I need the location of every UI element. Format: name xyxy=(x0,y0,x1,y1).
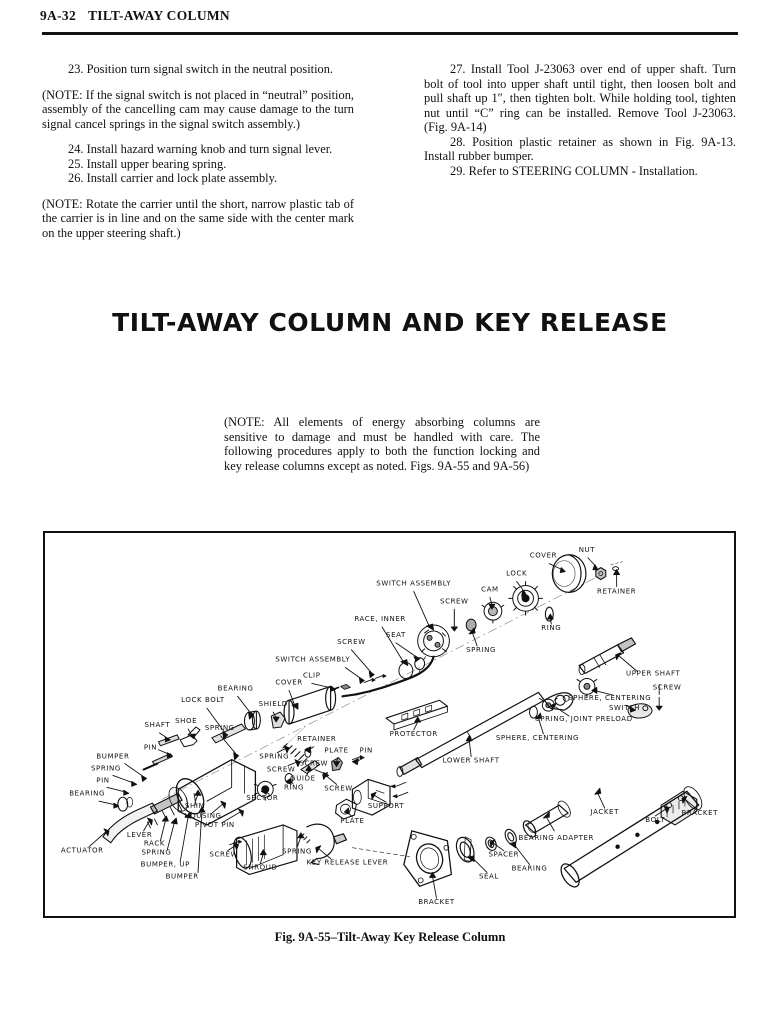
diagram-callout: RACK xyxy=(143,838,166,848)
diagram-callout: NUT xyxy=(578,544,596,554)
note-1: (NOTE: If the signal switch is not placed in “neutral” position, assembly of the cancelling cam may cause damage to the turn signal cancel springs in the signal switch assembly.) xyxy=(42,87,354,131)
diagram-callout: SEAT xyxy=(386,629,406,639)
diagram-callout: BUMPER, UP xyxy=(140,859,190,869)
diagram-callout: SCREW xyxy=(324,783,353,793)
diagram-callout: RETAINER xyxy=(597,586,637,596)
spacer xyxy=(42,186,354,197)
running-head-title: TILT-AWAY COLUMN xyxy=(88,8,230,23)
step-28: 28. Position plastic retainer as shown in Fig. 9A-13. Install rubber bumper. xyxy=(424,134,736,163)
diagram-callout: SWITCH xyxy=(609,703,641,713)
diagram-callout: COVER xyxy=(529,550,558,560)
diagram-callout: SWITCH ASSEMBLY xyxy=(376,578,452,588)
diagram-callout: PIN xyxy=(143,742,158,752)
callout-labels xyxy=(61,545,718,906)
diagram-callout: ACTUATOR xyxy=(60,845,104,855)
diagram-callout: SPRING xyxy=(141,847,172,857)
diagram-callout: PLATE xyxy=(340,815,365,825)
diagram-callout: RING xyxy=(541,622,562,632)
page-folio: 9A-32 xyxy=(40,8,76,23)
diagram-callout: SCREW xyxy=(440,596,469,606)
section-heading: TILT-AWAY COLUMN AND KEY RELEASE xyxy=(112,308,668,337)
diagram-callout: KEY RELEASE LEVER xyxy=(306,857,389,867)
diagram-callout: SCREW xyxy=(299,758,329,768)
diagram-callout: PROTECTOR xyxy=(389,728,438,738)
diagram-callout: LOCK xyxy=(506,568,528,578)
diagram-callout: SUPPORT xyxy=(367,801,405,811)
diagram-callout: JACKET xyxy=(590,807,619,817)
diagram-callout: BEARING xyxy=(511,863,548,873)
diagram-callout: SPRING xyxy=(466,644,496,654)
diagram-callout: COVER xyxy=(275,677,303,687)
diagram-callout: SPACER xyxy=(488,849,520,859)
diagram-callout: SPHERE, CENTERING xyxy=(568,693,652,703)
diagram-callout: SCREW xyxy=(652,682,682,692)
diagram-callout: SECTOR xyxy=(246,793,279,803)
diagram-callout: BUMPER xyxy=(96,751,130,761)
right-text-column xyxy=(424,62,736,178)
step-29: 29. Refer to STEERING COLUMN - Installation. xyxy=(450,163,698,178)
diagram-callout: UPPER SHAFT xyxy=(626,668,681,678)
figure-caption: Fig. 9A-55–Tilt-Away Key Release Column xyxy=(274,930,506,944)
exploded-diagram xyxy=(45,533,734,916)
step-24: 24. Install hazard warning knob and turn signal lever. xyxy=(68,142,333,156)
diagram-callout: SHIM xyxy=(184,801,206,811)
diagram-callout: SHIELD xyxy=(258,699,288,709)
diagram-callout: SCREW xyxy=(266,764,296,774)
diagram-callout: SPRING xyxy=(204,722,235,732)
diagram-callout: LOCK BOLT xyxy=(181,695,225,705)
diagram-callout: SPRING, JOINT PRELOAD xyxy=(535,714,633,724)
diagram-callout: SCREW xyxy=(209,849,239,859)
diagram-callout: PIN xyxy=(359,745,373,755)
diagram-callout: BEARING xyxy=(69,788,106,798)
diagram-callout: SHAFT xyxy=(144,719,171,729)
diagram-callout: PLATE xyxy=(324,745,349,755)
diagram-callout: GUIDE xyxy=(290,773,316,783)
diagram-callout: SHROUD xyxy=(243,862,278,872)
step-27: 27. Install Tool J-23063 over end of upper shaft. Turn bolt of tool into upper shaft until tight, then loosen bolt and pull shaft up 1″, then tighten bolt. While holding tool, tighten nut until “C” ring can be installed. Remove Tool J-23063. (Fig. 9A-14) xyxy=(424,62,736,134)
diagram-callout: PIVOT PIN xyxy=(194,819,235,829)
diagram-callout: BOLT xyxy=(645,814,666,824)
diagram-callout: BRACKET xyxy=(681,808,718,818)
diagram-callout: BEARING xyxy=(217,683,254,693)
diagram-callout: SPHERE, CENTERING xyxy=(495,732,580,742)
diagram-callout: SHOE xyxy=(175,716,198,726)
diagram-callout: RING xyxy=(283,782,305,792)
diagram-callout: RACE, INNER xyxy=(354,614,406,624)
diagram-callout: SPRING xyxy=(282,846,312,856)
diagram-callout: RETAINER xyxy=(297,733,337,743)
diagram-callout: HOUSING xyxy=(184,811,222,821)
diagram-callout: PIN xyxy=(96,775,110,785)
step-23: 23. Position turn signal switch in the neutral position. xyxy=(68,62,334,76)
diagram-callout: SPRING xyxy=(259,751,290,761)
running-head xyxy=(40,8,230,24)
diagram-callout: LOWER SHAFT xyxy=(442,755,500,765)
diagram-callout: CLIP xyxy=(303,670,321,680)
step-26: 26. Install carrier and lock plate assembly. xyxy=(68,171,278,185)
note-2: (NOTE: Rotate the carrier until the short, narrow plastic tab of the carrier is in line and on the same side with the center mark on the upper steering shaft.) xyxy=(42,196,354,240)
diagram-callout: SPRING xyxy=(91,763,121,773)
diagram-callout: BRACKET xyxy=(418,897,455,907)
diagram-callout: SCREW xyxy=(337,636,366,646)
spacer xyxy=(42,77,354,88)
diagram-callout: SWITCH ASSEMBLY xyxy=(275,654,351,664)
spacer xyxy=(42,131,354,142)
diagram-callout: BEARING ADAPTER xyxy=(518,832,595,842)
step-25: 25. Install upper bearing spring. xyxy=(68,156,227,171)
header-rule xyxy=(42,32,738,35)
center-note: (NOTE: All elements of energy absorbing columns are sensitive to damage and must be handled with care. The following procedures apply to both the function locking and key release columns except as noted. Figs. 9A-55 and 9A-56) xyxy=(224,415,540,473)
figure-frame xyxy=(43,531,736,918)
diagram-callout: LEVER xyxy=(126,829,153,839)
diagram-callout: CAM xyxy=(481,584,499,594)
diagram-callout: BUMPER xyxy=(165,871,199,881)
left-text-column xyxy=(42,62,354,240)
diagram-callout: SEAL xyxy=(478,871,499,881)
